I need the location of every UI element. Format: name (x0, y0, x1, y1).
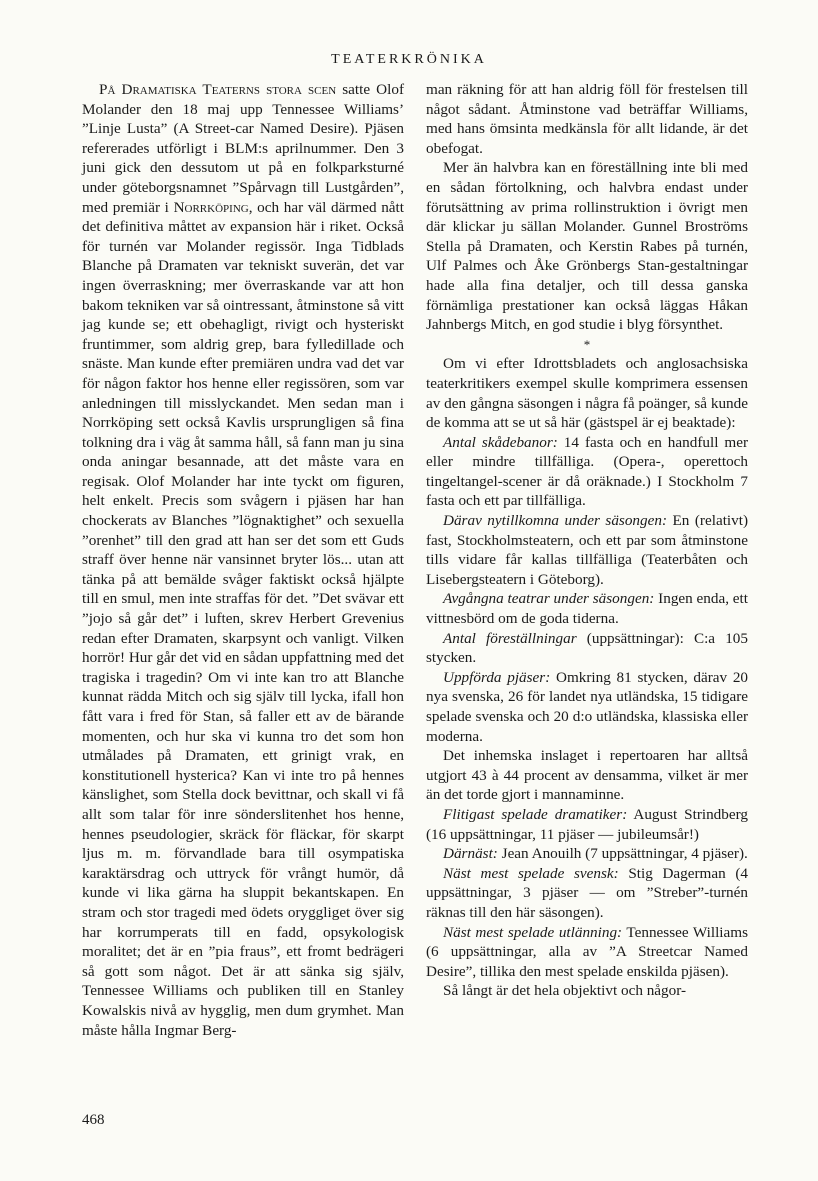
page-number: 468 (82, 1112, 105, 1128)
stat-item (426, 844, 748, 864)
stat-text: Tennessee Williams (6 uppsättningar, alla av ”A Streetcar Named Desire”, tillika den mest spelade enskilda pjäsen). (426, 923, 748, 980)
stat-text: Ingen enda, ett vittnesbörd om de goda tiderna. (426, 590, 748, 628)
article-paragraph: Så långt är det hela objektivt och någor- (443, 982, 687, 1000)
stat-text: Omkring 81 stycken, därav 20 nya svenska, 26 för landet nya utländska, 15 tidigare spelade svenska och 20 d:o utländska, klassiska eller moderna. (426, 668, 749, 745)
stat-item (426, 864, 748, 923)
paragraph-text: , och har väl därmed nått det definitiva måttet av expansion här i riket. Också för turnén var Molander regissör. Inga Tidblads Blanche på Dramaten var tekniskt suverän, det var ingen överraskning; mer överraskande var att hon bakom tekniken var så ointressant, åtminstone så vitt jag kunde se; ett obehagligt, rivigt och hysteriskt fruntimmer, som aldrig grep, bara fylledillade och snäste. Man kunde efter premiären undra vad det var för någon faktor hos henne eller regissören, som var anledningen till misslyckandet. Men sedan man i Norrköping sett också Kavlis ursprungligen så fina tolkning dra i väg åt samma håll, så fann man ju sina onda aningar besannade, att det måste vara en regisak. Olof Molander har inte tyckt om figuren, helt enkelt. Precis som svågern i pjäsen har han chockerats av Blanches ”lögnaktighet” och sexuella ”orenhet” till den grad att han ser det som ett Guds straff över henne när vansinnet bryter lös... utan att tänka på att bemälde svåger faktiskt också hjälpte till en smul, men inte straffas för det. ”Det svävar ett ”jojo så går det” i luften, skrev Herbert Grevenius redan efter Dramaten, skarpsynt och vanligt. Vilken horrör! Hur går det vid en sådan uppfattning med det tragiska i tragedin? Om vi inte kan tro att Blanche kunnat rädda Mitch och sig själv till lycka, ifall hon fått vara i fred för Stan, så faller ett av de bärande momenten, och hur ska vi kunna tro det som hon utmålades på Dramaten, ett grinigt vrak, en konstitutionell hysterica? Kan vi inte tro på hennes känslighet, som Stella dock bevittnar, och skall vi få allt som talar för inre sönderslitenhet hos henne, hennes pseudologier, skräck för fläckar, för skarpt ljus m. m. förvandlade bara till osympatiska karaktärsdrag och uttryck för vrångt humör, då kunde vi lika gärna ha sluppit bekantskapen. En stram och stor tragedi med ödets oryggliget över sig har korrumperats till en fadd, opsykologisk moralitet; det är en ”pia fraus”, ett fromt bedrägeri så gott som något. Det är att sänka sig själv, Tennessee Williams och publiken till en Stanley Kowalskis nivå av hygglig, men dum grymhet. Man måste hålla Ingmar Berg- (82, 198, 404, 1039)
left-column (82, 80, 404, 1040)
stat-item (426, 511, 748, 589)
stat-label: Flitigast spelade dramatiker: (443, 805, 628, 823)
paragraph-text: satte Olof Molander den 18 maj upp Tennessee Williams’ ”Linje Lusta” (A Street-car Named Desire). Pjäsen refererades utförligt i BLM:s aprilnummer. Den 3 juni gick den dessutom ut på en folkparksturné under göteborgsnamnet ”Spårvagn till Lustgården”, med premiär i (82, 81, 405, 216)
stat-text: Jean Anouilh (7 uppsättningar, 4 pjäser). (497, 845, 748, 863)
stat-text: Stig Dagerman (4 uppsättningar, 3 pjäser — om ”Streber”-turnén räknas till den här säsongen). (426, 864, 748, 921)
stat-text: August Strindberg (16 uppsättningar, 11 pjäser — jubileumsår!) (426, 805, 748, 843)
stat-item (426, 629, 748, 668)
stat-label: Därnäst: (443, 845, 498, 863)
article-paragraph: Om vi efter Idrottsbladets och anglosachsiska teaterkritikers exempel skulle komprimera essensen av den gångna säsongen i några få poänger, så kunde de komma att se ut så här (gästspel är ej beaktade): (426, 355, 748, 432)
stat-label: Därav nytillkomna under säsongen: (443, 512, 668, 530)
lead-smallcaps: På Dramatiska Teaterns stora scen (99, 81, 337, 98)
stat-item (426, 668, 748, 746)
stat-label: Antal skådebanor: (443, 433, 558, 451)
stat-label: Näst mest spelade utlänning: (443, 923, 623, 941)
stat-label: Antal föreställningar (443, 629, 577, 647)
stat-item (426, 805, 748, 844)
article-paragraph: Det inhemska inslaget i repertoaren har alltså utgjort 43 à 44 procent av densamma, vilket är mer än det torde gjort i mannaminne. (426, 747, 748, 804)
stat-label: Näst mest spelade svensk: (443, 864, 619, 882)
article-paragraph: man räkning för att han aldrig föll för frestelsen till något sådant. Åtminstone vad beträffar Williams, med hans ömsinta medkänsla för allt lidande, är det obefogat. (426, 81, 748, 157)
right-column (426, 80, 748, 1001)
article-paragraph (82, 80, 404, 1040)
stat-text: 14 fasta och en handfull mer eller mindre tillfälliga. (Opera-, operettoch tingeltangel-scener är då oräknade.) I Stockholm 7 fasta och ett par tillfälliga. (426, 433, 748, 510)
place-smallcaps: Norrköping (173, 198, 249, 216)
stat-item (426, 923, 748, 982)
stat-text: (uppsättningar): C:a 105 stycken. (426, 629, 748, 667)
section-separator: * (583, 336, 591, 352)
stat-item (426, 589, 748, 628)
stat-item (426, 433, 748, 511)
running-title: TEATERKRÖNIKA (331, 52, 487, 67)
article-paragraph: Mer än halvbra kan en föreställning inte bli med en sådan förtolkning, och halvbra endast under förutsättning av prima rollinstruktion i övrigt men där klickar ju sällan Molander. Gunnel Broströms Stella på Dramaten, och Kerstin Rabes på turnén, Ulf Palmes och Åke Grönbergs Stan-gestaltningar hade alla fina detaljer, och till dessa ganska förnämliga prestationer kan också läggas Håkan Jahnbergs Mitch, en god studie i blyg försynthet. (426, 159, 748, 334)
stat-text: En (relativt) fast, Stockholmsteatern, och ett par som åtminstone tills vidare får kallas tillfälliga (Teaterbåten och Lisebergsteatern i Göteborg). (426, 512, 749, 588)
stat-label: Avgångna teatrar under säsongen: (443, 590, 655, 608)
stat-label: Uppförda pjäser: (443, 668, 551, 686)
